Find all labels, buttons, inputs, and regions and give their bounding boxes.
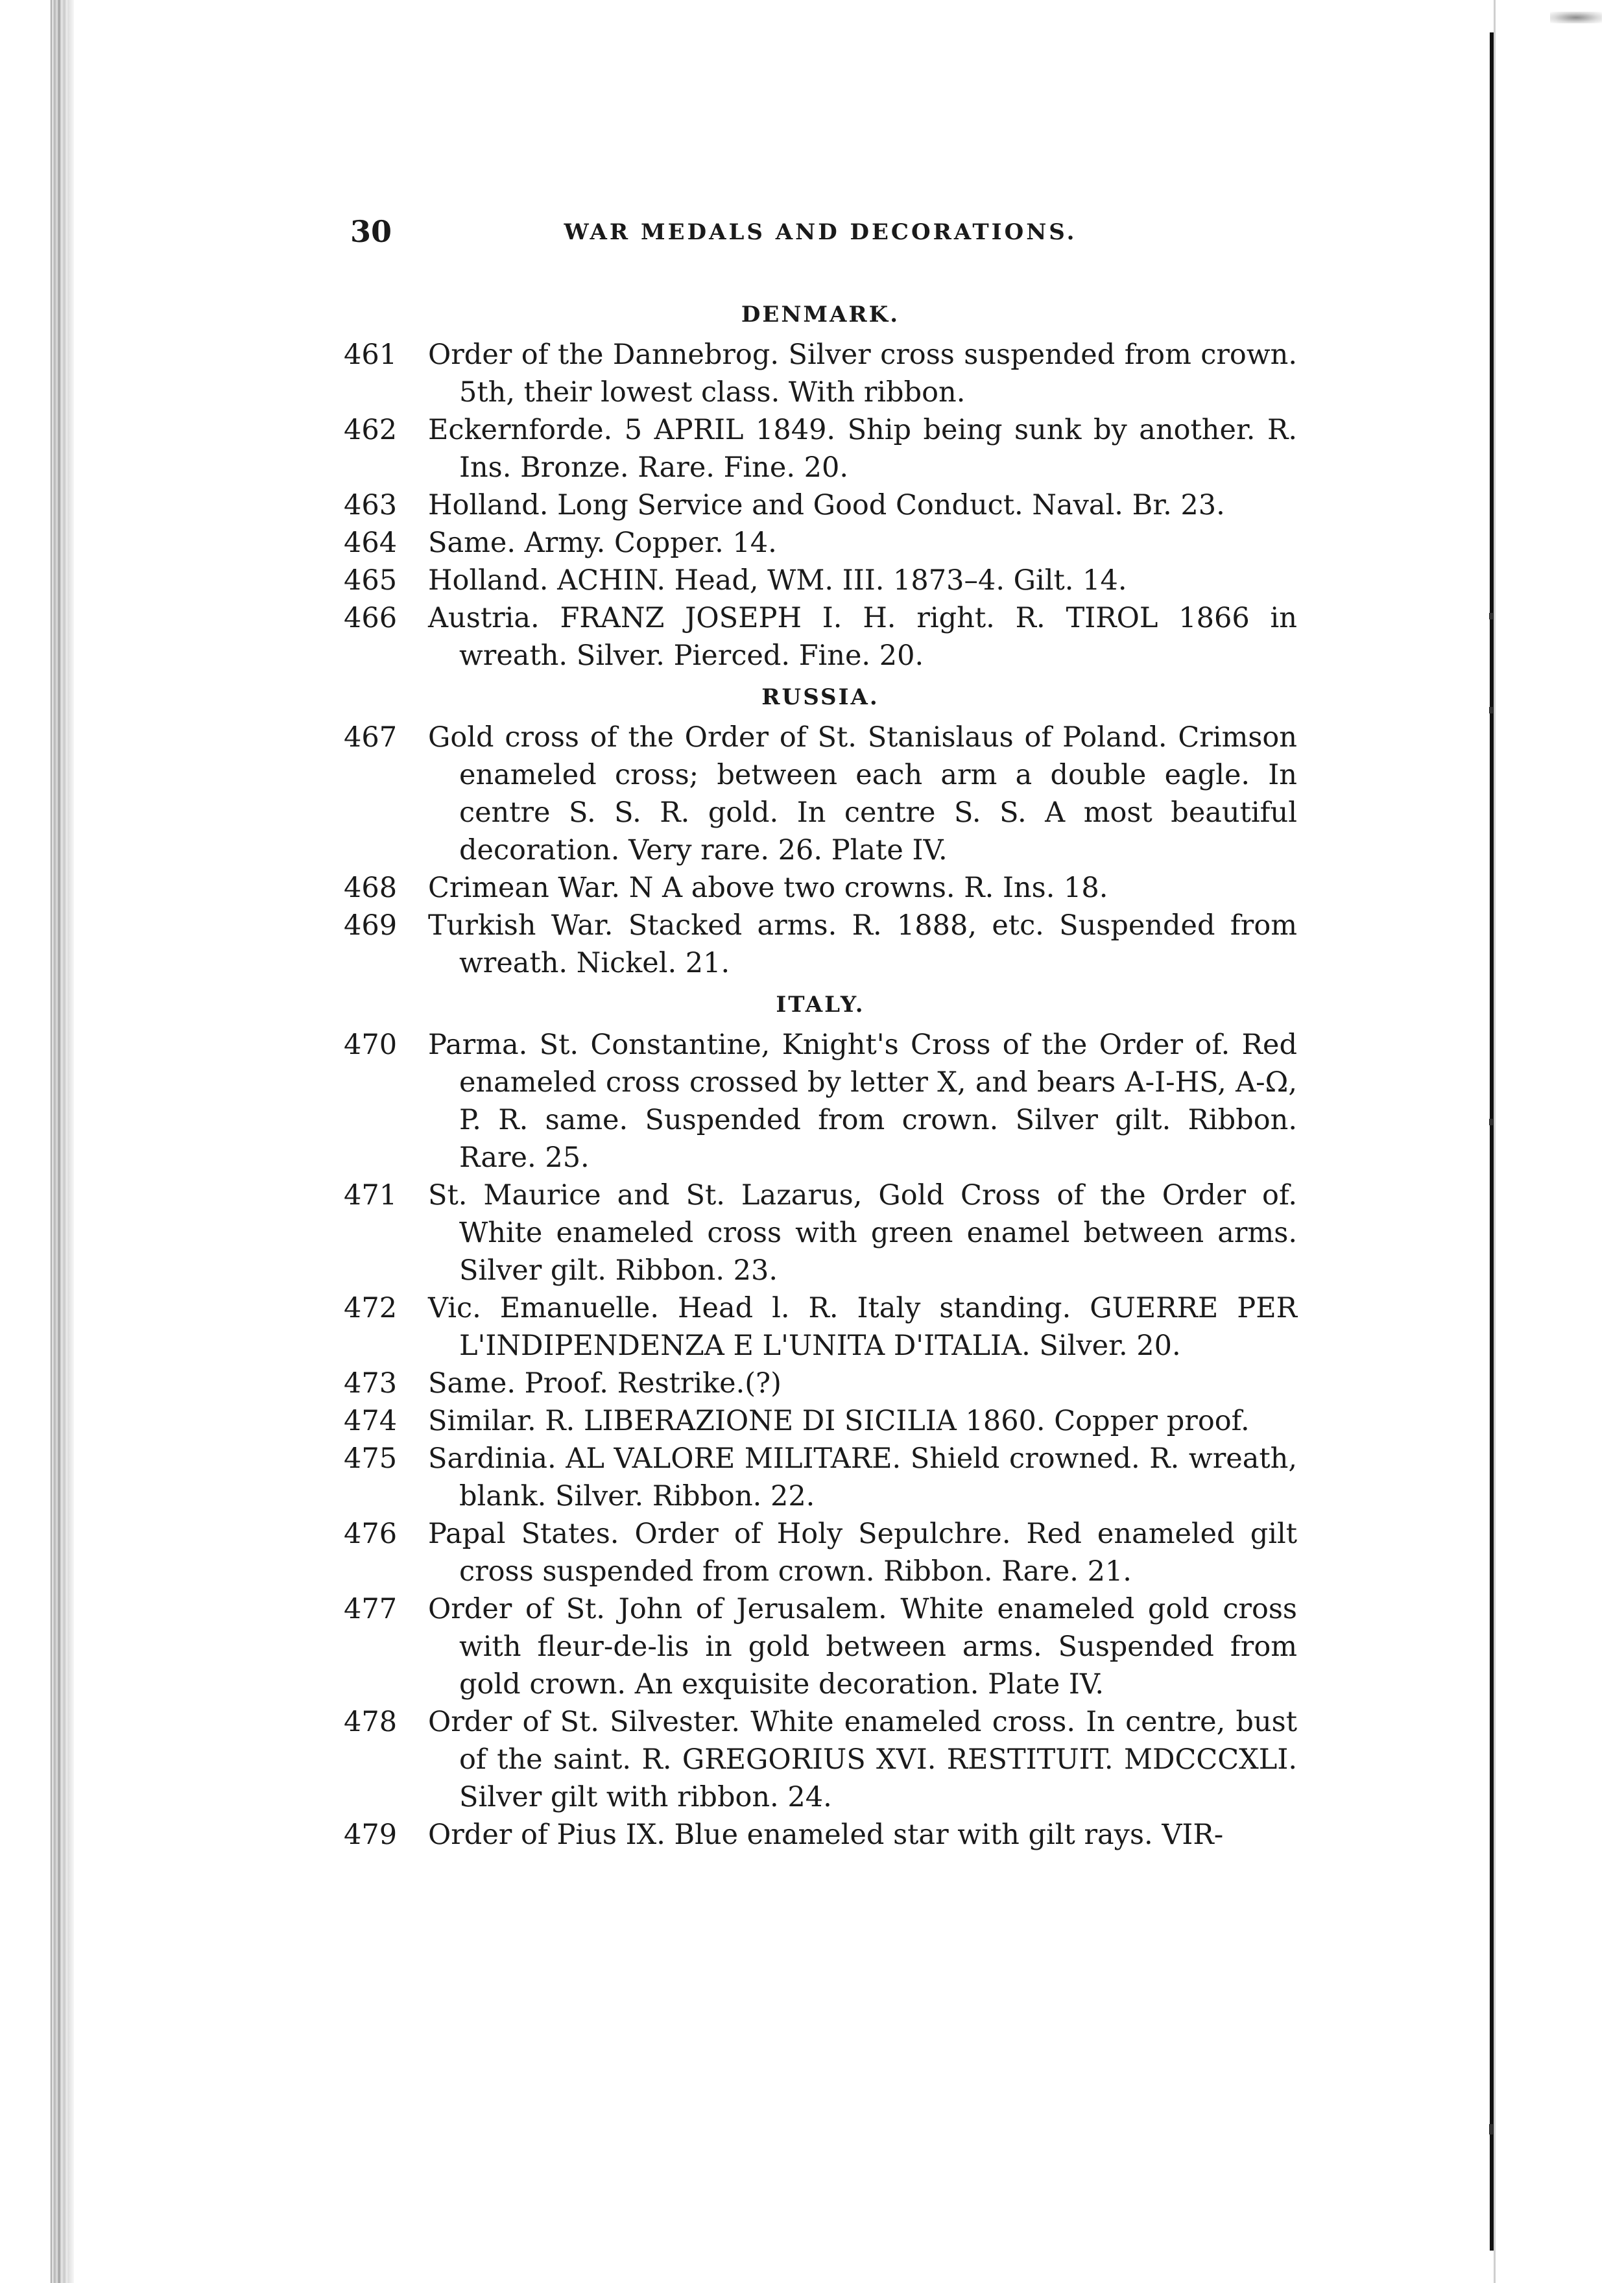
- entry-number: 463: [344, 489, 398, 521]
- catalogue-entry: [344, 1177, 1297, 1289]
- entry-description: St. Maurice and St. Lazarus, Gold Cross of the Order of. White enameled cross with green enamel between arms. Silver gilt. Ribbon. 23.: [428, 1179, 1297, 1287]
- entry-number: 474: [344, 1405, 398, 1437]
- edge-speck: [1489, 2124, 1493, 2134]
- page-binding-inner: [67, 0, 74, 2283]
- entry-description: Papal States. Order of Holy Sepulchre. Red enameled gilt cross suspended from crown. Ribbon. Rare. 21.: [428, 1518, 1297, 1588]
- entry-description: Gold cross of the Order of St. Stanislaus of Poland. Crimson enameled cross; between each arm a double eagle. In centre S. S. R. gold. In centre S. S. A most beautiful decoration. Very rare. 26. Plate IV.: [428, 721, 1297, 867]
- catalogue-entry: [344, 907, 1297, 982]
- catalogue-entry: [344, 562, 1297, 599]
- entry-number: 467: [344, 721, 398, 754]
- page-header: [350, 214, 1291, 253]
- entry-number: 465: [344, 564, 398, 597]
- catalogue-entry: [344, 336, 1297, 411]
- edge-speck: [1489, 707, 1493, 713]
- entry-number: 476: [344, 1518, 398, 1550]
- catalogue-entry: [344, 1289, 1297, 1365]
- entry-number: 469: [344, 909, 398, 942]
- entry-number: 473: [344, 1367, 398, 1400]
- catalogue-entry: [344, 1402, 1297, 1440]
- catalogue-entry: [344, 1590, 1297, 1703]
- entry-description: Holland. Long Service and Good Conduct. Naval. Br. 23.: [428, 489, 1225, 521]
- catalogue-entry: [344, 486, 1297, 524]
- running-title: WAR MEDALS AND DECORATIONS.: [564, 219, 1077, 245]
- entry-description: Order of St. John of Jerusalem. White enameled gold cross with fleur-de-lis in gold between arms. Suspended from gold crown. An exquisite decoration. Plate IV.: [428, 1593, 1297, 1701]
- catalogue-entry: [344, 1026, 1297, 1177]
- entry-number: 468: [344, 872, 398, 904]
- section-heading: ITALY.: [776, 992, 865, 1018]
- entry-number: 477: [344, 1593, 398, 1625]
- entry-description: Holland. ACHIN. Head, WM. III. 1873–4. Gilt. 14.: [428, 564, 1127, 597]
- entry-number: 466: [344, 602, 398, 634]
- next-page-edge-highlight: [1494, 0, 1496, 2283]
- entry-description: Same. Army. Copper. 14.: [428, 527, 777, 559]
- entry-number: 472: [344, 1292, 398, 1324]
- entry-description: Eckernforde. 5 APRIL 1849. Ship being sunk by another. R. Ins. Bronze. Rare. Fine. 20.: [428, 414, 1297, 484]
- catalogue-entry: [344, 869, 1297, 907]
- catalogue-entry: [344, 1440, 1297, 1515]
- catalogue-entry: [344, 719, 1297, 869]
- entry-number: 471: [344, 1179, 398, 1212]
- catalogue-entry: [344, 1816, 1297, 1854]
- catalogue-entry: [344, 411, 1297, 486]
- catalogue-entry: [344, 599, 1297, 675]
- entry-number: 479: [344, 1819, 398, 1851]
- catalogue-entry: [344, 1515, 1297, 1590]
- catalogue-entry: [344, 1703, 1297, 1816]
- entry-number: 461: [344, 339, 398, 371]
- entry-number: 475: [344, 1442, 398, 1475]
- entry-number: 462: [344, 414, 398, 446]
- entry-description: Same. Proof. Restrike.(?): [428, 1367, 782, 1400]
- section-heading: DENMARK.: [741, 302, 900, 328]
- edge-speck: [1489, 613, 1493, 619]
- entry-number: 464: [344, 527, 398, 559]
- entry-description: Order of St. Silvester. White enameled cross. In centre, bust of the saint. R. GREGORIUS XVI. RESTITUIT. MDCCCXLI. Silver gilt with ribbon. 24.: [428, 1706, 1297, 1813]
- entry-description: Turkish War. Stacked arms. R. 1888, etc. Suspended from wreath. Nickel. 21.: [428, 909, 1297, 979]
- page-number: 30: [350, 214, 392, 249]
- entry-description: Austria. FRANZ JOSEPH I. H. right. R. TIROL 1866 in wreath. Silver. Pierced. Fine. 20.: [428, 602, 1297, 672]
- entry-description: Sardinia. AL VALORE MILITARE. Shield crowned. R. wreath, blank. Silver. Ribbon. 22.: [428, 1442, 1297, 1512]
- catalogue-listing: [344, 292, 1297, 1854]
- catalogue-entry: [344, 1365, 1297, 1402]
- entry-description: Similar. R. LIBERAZIONE DI SICILIA 1860. Copper proof.: [428, 1405, 1250, 1437]
- edge-speck: [1489, 1119, 1493, 1125]
- section-heading: RUSSIA.: [761, 684, 879, 710]
- entry-description: Parma. St. Constantine, Knight's Cross of the Order of. Red enameled cross crossed by letter X, and bears A-I-HS, A-Ω, P. R. same. Suspended from crown. Silver gilt. Ribbon. Rare. 25.: [428, 1029, 1297, 1174]
- entry-description: Order of Pius IX. Blue enameled star with gilt rays. VIR-: [428, 1819, 1224, 1851]
- entry-description: Order of the Dannebrog. Silver cross suspended from crown. 5th, their lowest class. With ribbon.: [428, 339, 1297, 409]
- page-binding-shadow: [51, 0, 67, 2283]
- entry-number: 470: [344, 1029, 398, 1061]
- scan-smudge: [1550, 12, 1602, 23]
- entry-description: Crimean War. N A above two crowns. R. Ins. 18.: [428, 872, 1108, 904]
- entry-description: Vic. Emanuelle. Head l. R. Italy standing. GUERRE PER L'INDIPENDENZA E L'UNITA D'ITALIA. Silver. 20.: [428, 1292, 1297, 1362]
- catalogue-entry: [344, 524, 1297, 562]
- entry-number: 478: [344, 1706, 398, 1738]
